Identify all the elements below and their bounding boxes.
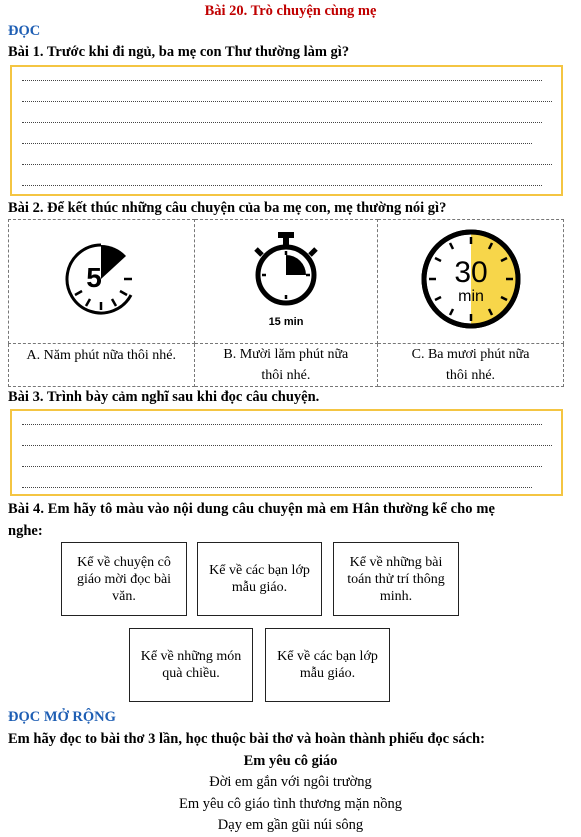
poem-line: Em yêu cô giáo tình thương mặn nồng [179,796,402,812]
clock-thirty-unit: min [457,288,484,305]
answer-line [22,101,552,102]
question-1: Bài 1. Trước khi đi ngủ, ba mẹ con Thư thường làm gì? [8,44,350,60]
option-b[interactable] [194,344,378,387]
story-card-2[interactable]: Kể về các bạn lớp mẫu giáo. [197,542,322,616]
question-3: Bài 3. Trình bày cảm nghĩ sau khi đọc câu chuyện. [8,389,320,405]
answer-line [22,143,532,144]
answer-line [22,80,542,81]
answer-box-1[interactable] [10,65,563,196]
answer-line [22,122,542,123]
option-b-line1: B. Mười lăm phút nữa [223,347,349,362]
answer-line [22,487,532,488]
poem-title: Em yêu cô giáo [243,753,338,769]
answer-line [22,424,542,425]
answer-line [22,185,542,186]
answer-line [22,466,542,467]
option-a-line1: A. Năm phút nữa thôi nhé. [26,348,177,363]
question-4-line1: Bài 4. Em hãy tô màu vào nội dung câu chuyện mà em Hân thường kể cho mẹ [8,501,496,517]
story-card-1[interactable]: Kể về chuyện cô giáo mời đọc bài văn. [61,542,187,616]
question-4-line2: nghe: [8,523,43,539]
answer-box-3[interactable] [10,409,563,496]
stopwatch-icon [246,229,326,329]
option-a-image-cell [9,220,195,344]
option-c-image-cell [378,220,564,344]
answer-line [22,164,552,165]
story-card-3[interactable]: Kể về những bài toán thử trí thông minh. [333,542,459,616]
clock-thirty-number: 30 [453,256,488,289]
option-c-line2: thôi nhé. [446,368,496,383]
story-card-4[interactable]: Kể về những món quà chiều. [129,628,253,702]
extended-reading-instruction: Em hãy đọc to bài thơ 3 lần, học thuộc bài thơ và hoàn thành phiếu đọc sách: [8,731,485,747]
story-card-5[interactable]: Kể về các bạn lớp mẫu giáo. [265,628,390,702]
option-b-image-cell [194,220,378,344]
five-minute-clock-icon [61,239,141,319]
section-heading-extended-reading: ĐỌC MỞ RỘNG [8,709,116,725]
option-c[interactable] [378,344,564,387]
poem-line: Đời em gắn với ngôi trường [209,774,372,790]
question-2: Bài 2. Để kết thúc những câu chuyện của ba mẹ con, mẹ thường nói gì? [8,200,447,216]
option-c-line1: C. Ba mươi phút nữa [411,347,530,362]
poem-line: Dạy em gần gũi núi sông [217,817,364,833]
option-b-line2: thôi nhé. [261,368,311,383]
stopwatch-label: 15 min [268,316,304,328]
clock-five-label: 5 [86,262,103,293]
option-a[interactable] [9,344,195,387]
options-table [8,219,564,387]
thirty-minute-clock-icon [419,227,523,331]
section-heading-read: ĐỌC [8,23,41,39]
page-title: Bài 20. Trò chuyện cùng mẹ [204,3,377,19]
answer-line [22,445,552,446]
